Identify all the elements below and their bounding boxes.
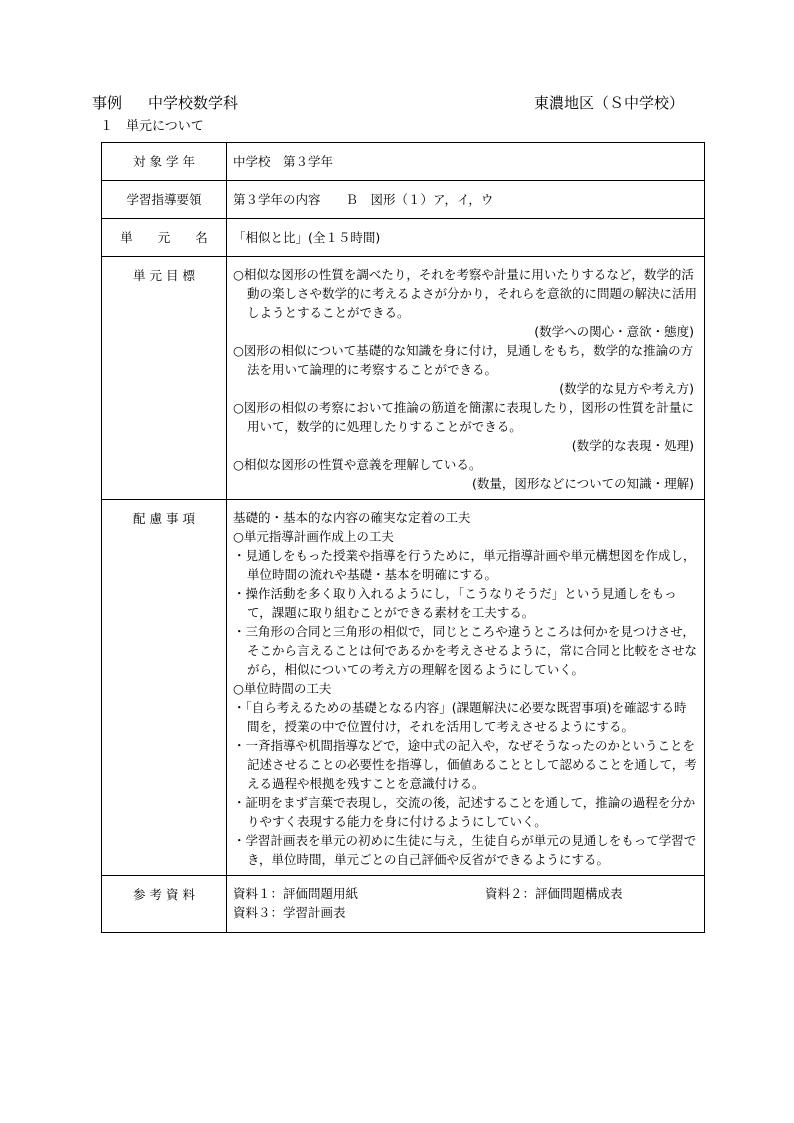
goal-item: ○図形の相似について基礎的な知識を身に付け，見通しをもち，数学的な推論の方法を用いて論理的に考察することができる。 bbox=[233, 343, 694, 377]
target-grade-label: 対 象 学 年 bbox=[102, 143, 227, 181]
reference-item: 資料２：評価問題構成表 bbox=[485, 886, 623, 901]
references-content bbox=[227, 876, 705, 933]
goal-item: ○図形の相似の考察において推論の筋道を簡潔に表現したり，図形の性質を計量に用いて，数学的に処理したりすることができる。 bbox=[233, 400, 694, 434]
considerations-subheading: ○単元指導計画作成上の工夫 bbox=[233, 529, 394, 544]
consideration-bullet: ・証明をまず言葉で表現し，交流の後，記述することを通して，推論の過程を分かりやすく表現する能力を身に付けるようにしていく。 bbox=[233, 795, 696, 829]
considerations-subheading: ○単位時間の工夫 bbox=[233, 681, 332, 696]
header-left bbox=[92, 92, 238, 113]
consideration-bullet: ・学習計画表を単元の初めに生徒に与え，生徒自らが単元の見通しをもって学習でき，単位時間，単元ごとの自己評価や反省ができるようにする。 bbox=[233, 833, 697, 867]
row-references bbox=[102, 876, 705, 933]
row-unit-name bbox=[102, 219, 705, 257]
unit-name-value: 「相似と比」(全１５時間) bbox=[227, 219, 705, 257]
subject-label: 中学校数学科 bbox=[148, 94, 239, 112]
row-target-grade bbox=[102, 143, 705, 181]
consideration-bullet: ・操作活動を多く取り入れるようにし，「こうなりそうだ」という見通しをもって，課題に取り組むことができる素材を工夫する。 bbox=[233, 586, 677, 620]
guideline-label: 学習指導要領 bbox=[102, 181, 227, 219]
considerations-content bbox=[227, 500, 705, 876]
unit-goals-content bbox=[227, 257, 705, 500]
goal-aspect: (数学的な見方や考え方) bbox=[559, 381, 694, 396]
unit-table bbox=[101, 142, 705, 933]
goal-aspect: (数量，図形などについての知識・理解) bbox=[471, 476, 694, 491]
goal-aspect: (数学への関心・意欲・態度) bbox=[534, 324, 694, 339]
goal-item: ○相似な図形の性質を調べたり，それを考察や計量に用いたりするなど，数学的活動の楽しさや数学的に考えるよさが分かり，それらを意欲的に問題の解決に活用しようとすることができる。 bbox=[233, 267, 698, 320]
row-unit-goals bbox=[102, 257, 705, 500]
goal-aspect: (数学的な表現・処理) bbox=[571, 438, 694, 453]
target-grade-value: 中学校 第３学年 bbox=[227, 143, 705, 181]
consideration-bullet: ・見通しをもった授業や指導を行うために，単元指導計画や単元構想図を作成し，単位時間の流れや基礎・基本を明確にする。 bbox=[233, 548, 696, 582]
consideration-bullet: ・三角形の合同と三角形の相似で，同じところや違うところは何かを見つけさせ，そこから言えることは何であるかを考えさせるように，常に合同と比較をさせながら，相似についての考え方の理解を図るようにしていく。 bbox=[233, 624, 698, 677]
references-label: 参 考 資 料 bbox=[102, 876, 227, 933]
considerations-label: 配 慮 事 項 bbox=[102, 500, 227, 876]
consideration-bullet: ・「自ら考えるための基礎となる内容」(課題解決に必要な既習事項)を確認する時間を，授業の中で位置付け，それを活用して考えさせるようにする。 bbox=[233, 700, 687, 734]
guideline-value: 第３学年の内容 Ｂ 図形（１）ア，イ，ウ bbox=[227, 181, 705, 219]
reference-item: 資料３：学習計画表 bbox=[233, 905, 346, 920]
district-school-label: 東濃地区（Ｓ中学校） bbox=[533, 94, 684, 112]
row-guideline bbox=[102, 181, 705, 219]
unit-name-label: 単 元 名 bbox=[102, 219, 227, 257]
case-label: 事例 bbox=[92, 94, 123, 112]
section-heading: １ 単元について bbox=[100, 119, 204, 134]
goal-item: ○相似な図形の性質や意義を理解している。 bbox=[233, 457, 482, 472]
unit-goals-label: 単 元 目 標 bbox=[102, 257, 227, 500]
consideration-bullet: ・一斉指導や机間指導などで，途中式の記入や，なぜそうなったのかということを記述させることの必要性を指導し，価値あることとして認めることを通して，考える過程や根拠を残すことを意識付ける。 bbox=[233, 738, 697, 791]
considerations-title: 基礎的・基本的な内容の確実な定着の工夫 bbox=[233, 510, 471, 525]
row-considerations bbox=[102, 500, 705, 876]
reference-item: 資料１：評価問題用紙 bbox=[233, 886, 359, 901]
page-header bbox=[92, 92, 684, 114]
